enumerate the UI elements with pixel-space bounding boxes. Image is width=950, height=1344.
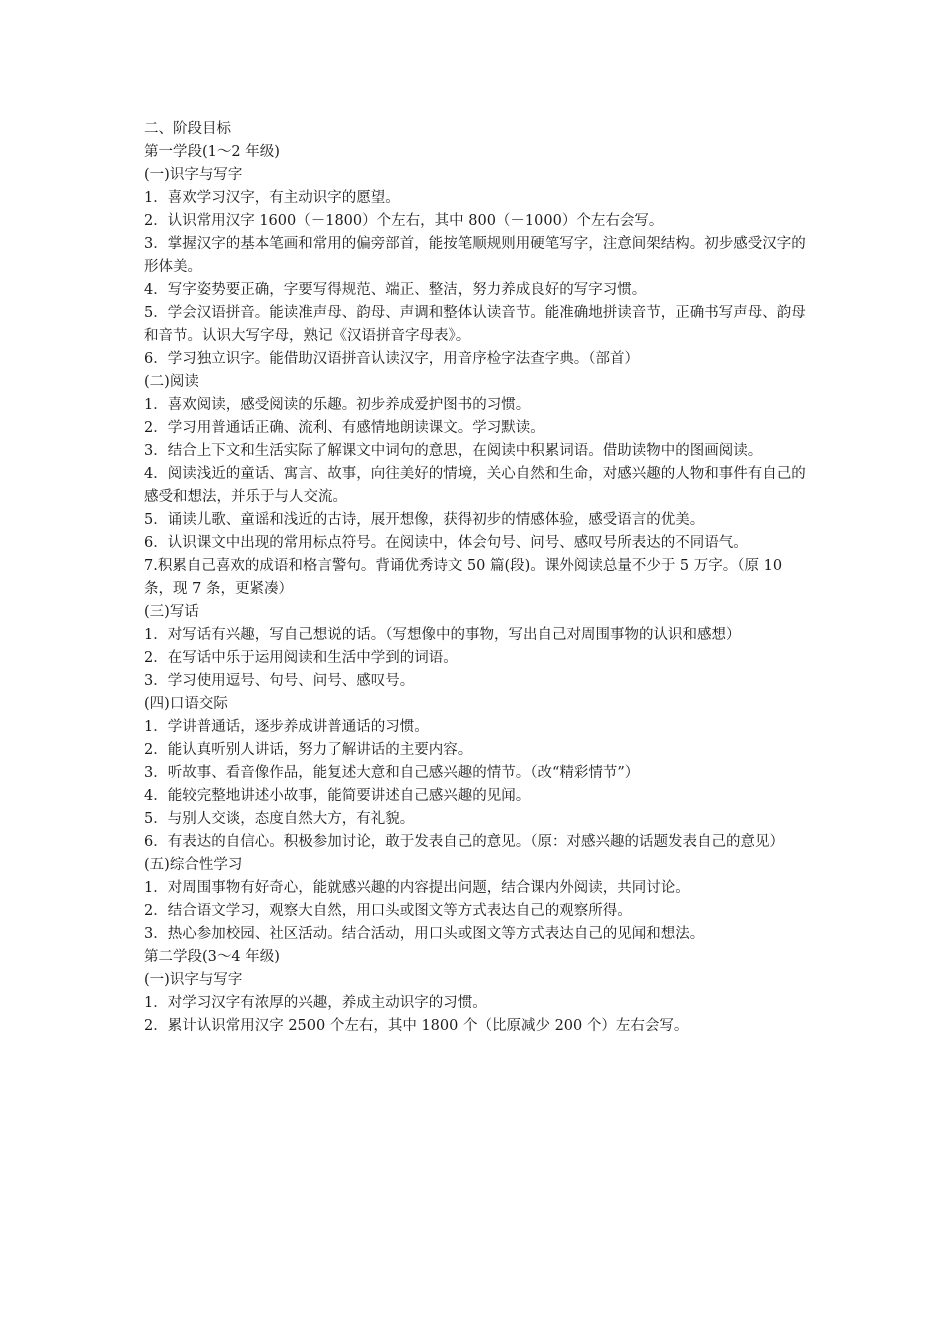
paragraph: 4．能较完整地讲述小故事，能简要讲述自己感兴趣的见闻。 [144, 788, 531, 804]
paragraph: 5．与别人交谈，态度自然大方，有礼貌。 [144, 811, 415, 827]
paragraph: 3．热心参加校园、社区活动。结合活动，用口头或图文等方式表达自己的见闻和想法。 [144, 926, 705, 942]
paragraph: 1．学讲普通话，逐步养成讲普通话的习惯。 [144, 719, 429, 735]
paragraph: 6．有表达的自信心。积极参加讨论，敢于发表自己的意见。（原：对感兴趣的话题发表自己的意见） [144, 834, 784, 850]
paragraph: 6．学习独立识字。能借助汉语拼音认读汉字，用音序检字法查字典。（部首） [144, 351, 639, 367]
paragraph: 5．诵读儿歌、童谣和浅近的古诗，展开想像，获得初步的情感体验，感受语言的优美。 [144, 512, 705, 528]
paragraph: 2．学习用普通话正确、流利、有感情地朗读课文。学习默读。 [144, 420, 545, 436]
paragraph: 7.积累自己喜欢的成语和格言警句。背诵优秀诗文 50 篇(段)。课外阅读总量不少于 5 万字。（原 10 条，现 7 条，更紧凑） [144, 558, 783, 597]
subsection-heading: (四)口语交际 [144, 696, 228, 712]
paragraph: 2．能认真听别人讲话，努力了解讲话的主要内容。 [144, 742, 473, 758]
paragraph: 1．对写话有兴趣，写自己想说的话。（写想像中的事物，写出自己对周围事物的认识和感想） [144, 627, 741, 643]
paragraph: 2．在写话中乐于运用阅读和生活中学到的词语。 [144, 650, 458, 666]
paragraph: 1．喜欢学习汉字，有主动识字的愿望。 [144, 190, 400, 206]
section-heading: 二、阶段目标 [144, 121, 231, 137]
paragraph: 3．掌握汉字的基本笔画和常用的偏旁部首，能按笔顺规则用硬笔写字，注意间架结构。初步感受汉字的形体美。 [144, 236, 806, 275]
subsection-heading: (五)综合性学习 [144, 857, 243, 873]
paragraph: 4．阅读浅近的童话、寓言、故事，向往美好的情境，关心自然和生命，对感兴趣的人物和事件有自己的感受和想法，并乐于与人交流。 [144, 466, 806, 505]
subsection-heading: (三)写话 [144, 604, 199, 620]
subsection-heading: (一)识字与写字 [144, 972, 243, 988]
paragraph: 3．听故事、看音像作品，能复述大意和自己感兴趣的情节。（改“精彩情节”） [144, 765, 640, 781]
stage-heading: 第一学段(1～2 年级) [144, 144, 280, 160]
document-body [144, 118, 814, 1038]
paragraph: 3．学习使用逗号、句号、问号、感叹号。 [144, 673, 415, 689]
paragraph: 1．对周围事物有好奇心，能就感兴趣的内容提出问题，结合课内外阅读，共同讨论。 [144, 880, 690, 896]
paragraph: 1．喜欢阅读，感受阅读的乐趣。初步养成爱护图书的习惯。 [144, 397, 531, 413]
paragraph: 3．结合上下文和生活实际了解课文中词句的意思，在阅读中积累词语。借助读物中的图画阅读。 [144, 443, 763, 459]
paragraph: 2．认识常用汉字 1600（－1800）个左右，其中 800（－1000）个左右会写。 [144, 213, 664, 229]
paragraph: 6．认识课文中出现的常用标点符号。在阅读中，体会句号、问号、感叹号所表达的不同语气。 [144, 535, 748, 551]
paragraph: 4．写字姿势要正确，字要写得规范、端正、整洁，努力养成良好的写字习惯。 [144, 282, 647, 298]
stage-heading: 第二学段(3～4 年级) [144, 949, 280, 965]
paragraph: 2．累计认识常用汉字 2500 个左右，其中 1800 个（比原减少 200 个）左右会写。 [144, 1018, 689, 1034]
subsection-heading: (一)识字与写字 [144, 167, 243, 183]
paragraph: 5．学会汉语拼音。能读准声母、韵母、声调和整体认读音节。能准确地拼读音节，正确书写声母、韵母和音节。认识大写字母，熟记《汉语拼音字母表》。 [144, 305, 806, 344]
paragraph: 1．对学习汉字有浓厚的兴趣，养成主动识字的习惯。 [144, 995, 487, 1011]
subsection-heading: (二)阅读 [144, 374, 199, 390]
paragraph: 2．结合语文学习，观察大自然，用口头或图文等方式表达自己的观察所得。 [144, 903, 632, 919]
